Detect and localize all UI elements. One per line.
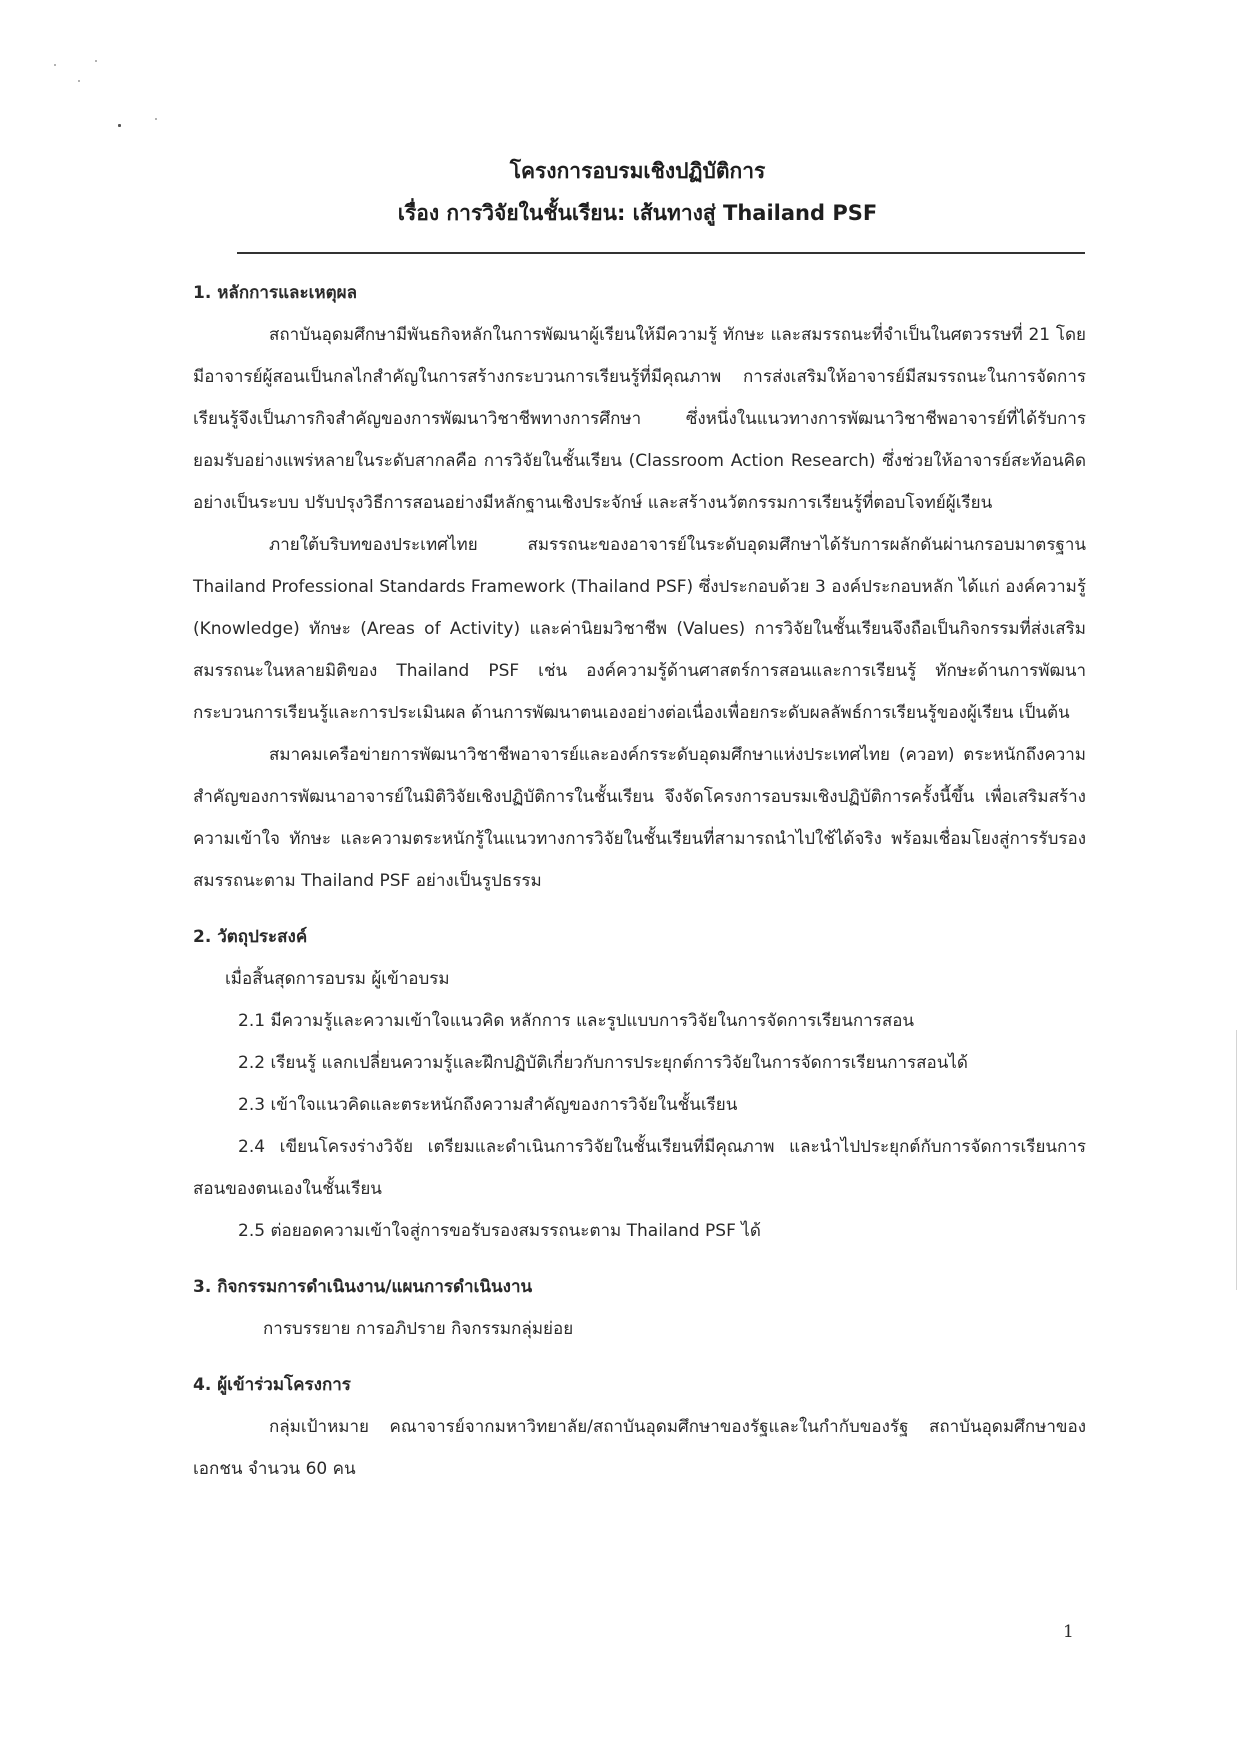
section-2-heading: 2. วัตถุประสงค์: [193, 927, 308, 947]
section-4-heading: 4. ผู้เข้าร่วมโครงการ: [193, 1375, 351, 1395]
document-title: โครงการอบรมเชิงปฏิบัติการ: [509, 159, 766, 183]
page-number: 1: [1063, 1622, 1074, 1642]
document-subtitle: เรื่อง การวิจัยในชั้นเรียน: เส้นทางสู่ Thailand PSF: [397, 201, 878, 225]
objective-item-3: 2.3 เข้าใจแนวคิดและตระหนักถึงความสำคัญของการวิจัยในชั้นเรียน: [238, 1095, 738, 1115]
title-divider: [237, 252, 1085, 254]
objective-item-5: 2.5 ต่อยอดความเข้าใจสู่การขอรับรองสมรรถนะตาม Thailand PSF ได้: [238, 1221, 761, 1241]
section-3-text: การบรรยาย การอภิปราย กิจกรรมกลุ่มย่อย: [263, 1319, 574, 1339]
section-1-paragraph-2: ภายใต้บริบทของประเทศไทย สมรรถนะของอาจารย์ในระดับอุดมศึกษาได้รับการผลักดันผ่านกรอบมาตรฐาน Thailand Professional Standards Framework (Thailand PSF) ซึ่งประกอบด้วย 3 องค์ประกอบหลัก ได้แก่ องค์ความรู้ (Knowledge) ทักษะ (Areas of Activity) และค่านิยมวิชาชีพ (Values) การวิจัยในชั้นเรียนจึงถือเป็นกิจกรรมที่ส่งเสริมสมรรถนะในหลายมิติของ Thailand PSF เช่น องค์ความรู้ด้านศาสตร์การสอนและการเรียนรู้ ทักษะด้านการพัฒนากระบวนการเรียนรู้และการประเมินผล ด้านการพัฒนาตนเองอย่างต่อเนื่องเพื่อยกระดับผลลัพธ์การเรียนรู้ของผู้เรียน เป็นต้น: [193, 535, 1086, 723]
section-1-paragraph-1: สถาบันอุดมศึกษามีพันธกิจหลักในการพัฒนาผู้เรียนให้มีความรู้ ทักษะ และสมรรถนะที่จำเป็นในศตวรรษที่ 21 โดยมีอาจารย์ผู้สอนเป็นกลไกสำคัญในการสร้างกระบวนการเรียนรู้ที่มีคุณภาพ การส่งเสริมให้อาจารย์มีสมรรถนะในการจัดการเรียนรู้จึงเป็นภารกิจสำคัญของการพัฒนาวิชาชีพทางการศึกษา ซึ่งหนึ่งในแนวทางการพัฒนาวิชาชีพอาจารย์ที่ได้รับการยอมรับอย่างแพร่หลายในระดับสากลคือ การวิจัยในชั้นเรียน (Classroom Action Research) ซึ่งช่วยให้อาจารย์สะท้อนคิดอย่างเป็นระบบ ปรับปรุงวิธีการสอนอย่างมีหลักฐานเชิงประจักษ์ และสร้างนวัตกรรมการเรียนรู้ที่ตอบโจทย์ผู้เรียน: [193, 325, 1086, 513]
section-4-text: กลุ่มเป้าหมาย คณาจารย์จากมหาวิทยาลัย/สถาบันอุดมศึกษาของรัฐและในกำกับของรัฐ สถาบันอุดมศึกษาของเอกชน จำนวน 60 คน: [193, 1417, 1086, 1479]
section-2-intro: เมื่อสิ้นสุดการอบรม ผู้เข้าอบรม: [225, 969, 450, 989]
objective-item-2: 2.2 เรียนรู้ แลกเปลี่ยนความรู้และฝึกปฏิบัติเกี่ยวกับการประยุกต์การวิจัยในการจัดการเรียนการสอนได้: [238, 1053, 968, 1073]
objective-item-4: 2.4 เขียนโครงร่างวิจัย เตรียมและดำเนินการวิจัยในชั้นเรียนที่มีคุณภาพ และนำไปประยุกต์กับการจัดการเรียนการสอนของตนเองในชั้นเรียน: [193, 1137, 1086, 1199]
section-1-heading: 1. หลักการและเหตุผล: [193, 283, 358, 303]
section-1-paragraph-3: สมาคมเครือข่ายการพัฒนาวิชาชีพอาจารย์และองค์กรระดับอุดมศึกษาแห่งประเทศไทย (ควอท) ตระหนักถึงความสำคัญของการพัฒนาอาจารย์ในมิติวิจัยเชิงปฏิบัติการในชั้นเรียน จึงจัดโครงการอบรมเชิงปฏิบัติการครั้งนี้ขึ้น เพื่อเสริมสร้างความเข้าใจ ทักษะ และความตระหนักรู้ในแนวทางการวิจัยในชั้นเรียนที่สามารถนำไปใช้ได้จริง พร้อมเชื่อมโยงสู่การรับรองสมรรถนะตาม Thailand PSF อย่างเป็นรูปธรรม: [193, 745, 1086, 891]
document-body: [193, 272, 1086, 1490]
section-3-heading: 3. กิจกรรมการดำเนินงาน/แผนการดำเนินงาน: [193, 1277, 533, 1297]
objective-item-1: 2.1 มีความรู้และความเข้าใจแนวคิด หลักการ และรูปแบบการวิจัยในการจัดการเรียนการสอน: [238, 1011, 915, 1031]
document-header: [190, 150, 1085, 234]
scan-edge-line: [1236, 1030, 1237, 1290]
